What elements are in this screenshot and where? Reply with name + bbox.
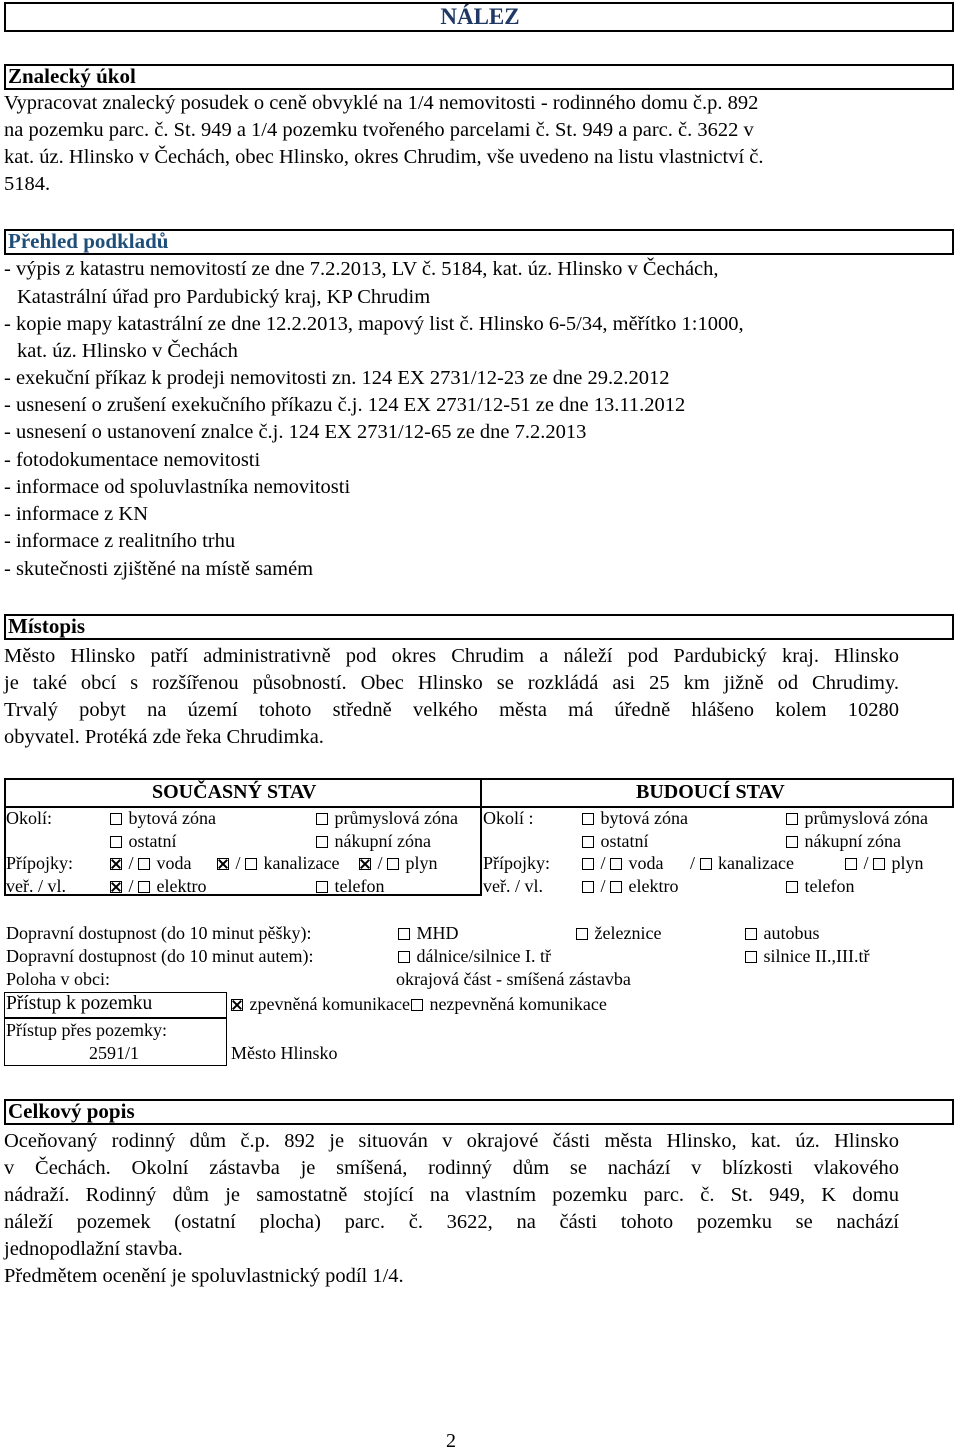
ver-vl-label-future: veř. / vl.: [483, 876, 543, 896]
future-plyn[interactable]: / plyn: [845, 853, 924, 874]
silnice-option[interactable]: silnice II.,III.tř: [745, 946, 869, 967]
current-elektro[interactable]: / elektro: [110, 876, 207, 897]
checkbox-icon[interactable]: [316, 813, 328, 825]
future-nakupni-zona[interactable]: nákupní zóna: [786, 831, 901, 852]
ver-vl-label: veř. / vl.: [6, 876, 66, 896]
pres-pozemky-label: Přístup přes pozemky:: [6, 1020, 167, 1040]
checkbox-icon[interactable]: [110, 836, 122, 848]
current-telefon[interactable]: telefon: [316, 876, 384, 897]
popis-line: v Čechách. Okolní zástavba je smíšená, rodinný dům se nachází v blízkosti vlakového: [4, 1157, 899, 1179]
checkbox-icon[interactable]: [245, 858, 257, 870]
checkbox-icon[interactable]: [576, 928, 588, 940]
checkbox-icon[interactable]: [316, 836, 328, 848]
podklad-item: kat. úz. Hlinsko v Čechách: [17, 340, 238, 362]
zpevnena-option[interactable]: zpevněná komunikace nezpevněná komunikace: [231, 994, 607, 1015]
future-bytova-zona[interactable]: bytová zóna: [582, 808, 688, 829]
mistopis-paragraph: [4, 643, 899, 751]
table-border: [952, 778, 954, 808]
dalnice-option[interactable]: dálnice/silnice I. tř: [398, 946, 551, 967]
current-ostatni[interactable]: ostatní: [110, 831, 177, 852]
table-border: [4, 778, 480, 780]
checkbox-icon[interactable]: [745, 928, 757, 940]
podklad-item: - informace z KN: [4, 503, 149, 525]
pristup-label: Přístup k pozemku: [6, 993, 153, 1014]
autobus-option[interactable]: autobus: [745, 923, 820, 944]
section-box-ukol: [4, 64, 954, 90]
okoli-label: Okolí:: [6, 808, 53, 828]
checkbox-icon[interactable]: [745, 951, 757, 963]
section-heading-popis: Celkový popis: [8, 1099, 135, 1123]
popis-line: Oceňovaný rodinný dům č.p. 892 je situován v okrajové části města Hlinsko, kat. úz. Hlinsko: [4, 1130, 899, 1152]
section-box-mistopis: [4, 614, 954, 640]
podklad-item: - informace od spoluvlastníka nemovitosti: [4, 476, 351, 498]
table-border: [4, 894, 482, 896]
future-telefon[interactable]: telefon: [786, 876, 854, 897]
checkbox-icon[interactable]: [582, 858, 594, 870]
parcela-number: 2591/1: [89, 1043, 140, 1063]
future-voda[interactable]: / voda: [582, 853, 664, 874]
checked-checkbox-icon[interactable]: [359, 858, 371, 870]
checkbox-icon[interactable]: [786, 836, 798, 848]
popis-paragraph: [4, 1128, 899, 1263]
checkbox-icon[interactable]: [786, 813, 798, 825]
mistopis-line: Město Hlinsko patří administrativně pod okres Chrudim a náleží pod Pardubický kraj. Hlinsko: [4, 645, 899, 667]
future-kanalizace[interactable]: / kanalizace: [690, 853, 794, 873]
popis-line: nádraží. Rodinný dům je samostatně stojící na vlastním pozemku parc. č. St. 949, K domu: [4, 1184, 899, 1206]
checkbox-icon[interactable]: [610, 881, 622, 893]
ukol-line-4: 5184.: [4, 173, 51, 195]
checkbox-icon[interactable]: [845, 858, 857, 870]
checkbox-icon[interactable]: [138, 881, 150, 893]
checkbox-icon[interactable]: [582, 881, 594, 893]
current-prumyslova-zona[interactable]: průmyslová zóna: [316, 808, 458, 829]
doprava-pesky-label: Dopravní dostupnost (do 10 minut pěšky):: [6, 923, 312, 943]
checked-checkbox-icon[interactable]: [217, 858, 229, 870]
current-plyn[interactable]: / plyn: [359, 853, 438, 874]
doprava-autem-label: Dopravní dostupnost (do 10 minut autem):: [6, 946, 314, 966]
current-voda[interactable]: / voda: [110, 853, 192, 874]
ukol-line-1: Vypracovat znalecký posudek o ceně obvyklé na 1/4 nemovitosti - rodinného domu č.p. 892: [4, 92, 759, 114]
poloha-label: Poloha v obci:: [6, 969, 110, 989]
current-state-heading: SOUČASNÝ STAV: [152, 781, 317, 803]
pripojky-label: Přípojky:: [6, 853, 74, 873]
future-prumyslova-zona[interactable]: průmyslová zóna: [786, 808, 928, 829]
section-heading-mistopis: Místopis: [8, 614, 86, 638]
checkbox-icon[interactable]: [700, 858, 712, 870]
checkbox-icon[interactable]: [582, 813, 594, 825]
section-heading-podklady: Přehled podkladů: [8, 229, 169, 253]
mistopis-line: je také obcí s rozšířenou působností. Obec Hlinsko se rozkládá asi 25 km jižně od Chrudimy.: [4, 672, 899, 694]
page-title: NÁLEZ: [440, 4, 520, 29]
podklad-item: - usnesení o ustanovení znalce č.j. 124 EX 2731/12-65 ze dne 7.2.2013: [4, 421, 587, 443]
checkbox-icon[interactable]: [786, 881, 798, 893]
future-state-heading: BUDOUCÍ STAV: [636, 781, 785, 803]
parcela-owner: Město Hlinsko: [231, 1043, 338, 1063]
current-kanalizace[interactable]: / kanalizace: [217, 853, 339, 874]
popis-line: jednopodlažní stavba.: [4, 1238, 183, 1260]
mistopis-line: Trvalý pobyt na území tohoto středně velkého města má úředně hlášeno kolem 10280: [4, 699, 899, 721]
poloha-value: okrajová část - smíšená zástavba: [396, 969, 631, 989]
podklad-item: - usnesení o zrušení exekučního příkazu č.j. 124 EX 2731/12-51 ze dne 13.11.2012: [4, 394, 686, 416]
ukol-line-2: na pozemku parc. č. St. 949 a 1/4 pozemku tvořeného parcelami č. St. 949 a parc. č. 3622 v: [4, 119, 754, 141]
future-ostatni[interactable]: ostatní: [582, 831, 649, 852]
checked-checkbox-icon[interactable]: [110, 881, 122, 893]
mistopis-line: obyvatel. Protéká zde řeka Chrudimka.: [4, 726, 324, 748]
table-border: [480, 778, 482, 896]
popis-line: náleží pozemek (ostatní plocha) parc. č. 3622, na části tohoto pozemku se nachází: [4, 1211, 899, 1233]
podklad-item: - skutečnosti zjištěné na místě samém: [4, 558, 314, 580]
checked-checkbox-icon[interactable]: [231, 999, 243, 1011]
checkbox-icon[interactable]: [316, 881, 328, 893]
checkbox-icon[interactable]: [398, 928, 410, 940]
podklad-item: Katastrální úřad pro Pardubický kraj, KP Chrudim: [17, 286, 431, 308]
pripojky-label-future: Přípojky:: [483, 853, 551, 873]
nezpevnena-label: nezpevněná komunikace: [429, 994, 607, 1014]
podklad-item: - fotodokumentace nemovitosti: [4, 449, 261, 471]
table-border: [480, 778, 954, 780]
checkbox-icon[interactable]: [610, 858, 622, 870]
section-box-popis: [4, 1099, 954, 1125]
section-heading-ukol: Znalecký úkol: [8, 64, 136, 88]
checkbox-icon[interactable]: [411, 999, 423, 1011]
future-elektro[interactable]: / elektro: [582, 876, 679, 897]
checkbox-icon[interactable]: [582, 836, 594, 848]
podklad-item: - informace z realitního trhu: [4, 530, 236, 552]
checkbox-icon[interactable]: [873, 858, 885, 870]
checkbox-icon[interactable]: [387, 858, 399, 870]
mhd-option[interactable]: MHD: [398, 923, 459, 944]
popis-last-line: Předmětem ocenění je spoluvlastnický podíl 1/4.: [4, 1265, 404, 1287]
current-bytova-zona[interactable]: bytová zóna: [110, 808, 216, 829]
checkbox-icon[interactable]: [138, 858, 150, 870]
page-number: 2: [446, 1430, 456, 1452]
podklad-item: - exekuční příkaz k prodeji nemovitosti zn. 124 EX 2731/12-23 ze dne 29.2.2012: [4, 367, 670, 389]
checked-checkbox-icon[interactable]: [110, 858, 122, 870]
ukol-line-3: kat. úz. Hlinsko v Čechách, obec Hlinsko, okres Chrudim, vše uvedeno na listu vlastnictví č.: [4, 146, 764, 168]
current-nakupni-zona[interactable]: nákupní zóna: [316, 831, 431, 852]
podklad-item: - kopie mapy katastrální ze dne 12.2.2013, mapový list č. Hlinsko 6-5/34, měřítko 1:1000,: [4, 313, 744, 335]
podklad-item: - výpis z katastru nemovitostí ze dne 7.2.2013, LV č. 5184, kat. úz. Hlinsko v Čechách,: [4, 258, 719, 280]
okoli-label-future: Okolí :: [483, 808, 534, 828]
checkbox-icon[interactable]: [398, 951, 410, 963]
zeleznice-option[interactable]: železnice: [576, 923, 661, 944]
checkbox-icon[interactable]: [110, 813, 122, 825]
